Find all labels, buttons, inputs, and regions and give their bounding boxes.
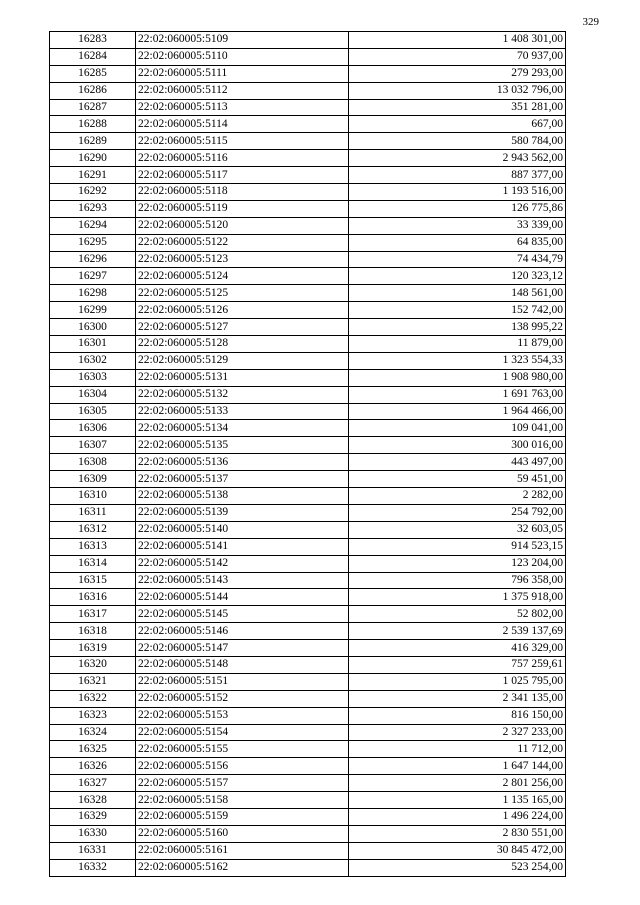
row-number-cell: 16303 [50,369,136,386]
row-number-cell: 16309 [50,471,136,488]
cadastral-number-cell: 22:02:060005:5131 [136,369,349,386]
table-row [50,150,566,167]
row-number-cell: 16284 [50,48,136,65]
cadastral-value-cell: 33 339,00 [349,217,566,234]
cadastral-number-cell: 22:02:060005:5114 [136,116,349,133]
cadastral-number-cell: 22:02:060005:5116 [136,150,349,167]
cadastral-value-cell: 2 341 135,00 [349,690,566,707]
row-number-cell: 16315 [50,572,136,589]
cadastral-number-cell: 22:02:060005:5136 [136,454,349,471]
row-number-cell: 16321 [50,673,136,690]
cadastral-number-cell: 22:02:060005:5133 [136,403,349,420]
cadastral-number-cell: 22:02:060005:5118 [136,184,349,201]
cadastral-value-cell: 126 775,86 [349,200,566,217]
cadastral-value-cell: 11 712,00 [349,741,566,758]
row-number-cell: 16327 [50,775,136,792]
table-row [50,200,566,217]
cadastral-number-cell: 22:02:060005:5158 [136,792,349,809]
row-number-cell: 16332 [50,859,136,876]
cadastral-number-cell: 22:02:060005:5144 [136,589,349,606]
table-row [50,336,566,353]
table-row [50,471,566,488]
row-number-cell: 16285 [50,65,136,82]
cadastral-value-cell: 580 784,00 [349,133,566,150]
table-row [50,555,566,572]
cadastral-value-cell: 2 327 233,00 [349,724,566,741]
row-number-cell: 16301 [50,336,136,353]
cadastral-number-cell: 22:02:060005:5153 [136,707,349,724]
cadastral-value-cell: 70 937,00 [349,48,566,65]
row-number-cell: 16319 [50,640,136,657]
row-number-cell: 16288 [50,116,136,133]
cadastral-value-cell: 64 835,00 [349,234,566,251]
cadastral-number-cell: 22:02:060005:5160 [136,825,349,842]
table-row [50,792,566,809]
table-row [50,82,566,99]
table-row [50,352,566,369]
cadastral-value-cell: 2 801 256,00 [349,775,566,792]
cadastral-value-cell: 914 523,15 [349,538,566,555]
cadastral-number-cell: 22:02:060005:5139 [136,504,349,521]
cadastral-value-table [49,31,566,877]
table-row [50,808,566,825]
table-row [50,775,566,792]
cadastral-value-cell: 2 539 137,69 [349,623,566,640]
row-number-cell: 16300 [50,319,136,336]
cadastral-number-cell: 22:02:060005:5161 [136,842,349,859]
cadastral-number-cell: 22:02:060005:5115 [136,133,349,150]
row-number-cell: 16322 [50,690,136,707]
cadastral-number-cell: 22:02:060005:5123 [136,251,349,268]
cadastral-number-cell: 22:02:060005:5134 [136,420,349,437]
table-row [50,690,566,707]
cadastral-number-cell: 22:02:060005:5125 [136,285,349,302]
table-row [50,758,566,775]
cadastral-number-cell: 22:02:060005:5156 [136,758,349,775]
cadastral-number-cell: 22:02:060005:5112 [136,82,349,99]
table-row [50,825,566,842]
cadastral-value-cell: 1 496 224,00 [349,808,566,825]
table-row [50,99,566,116]
cadastral-number-cell: 22:02:060005:5141 [136,538,349,555]
cadastral-number-cell: 22:02:060005:5152 [136,690,349,707]
row-number-cell: 16297 [50,268,136,285]
row-number-cell: 16292 [50,184,136,201]
row-number-cell: 16329 [50,808,136,825]
cadastral-number-cell: 22:02:060005:5155 [136,741,349,758]
table-row [50,302,566,319]
cadastral-value-cell: 2 282,00 [349,488,566,505]
cadastral-value-cell: 148 561,00 [349,285,566,302]
table-row [50,268,566,285]
table-row [50,184,566,201]
row-number-cell: 16293 [50,200,136,217]
cadastral-value-cell: 1 908 980,00 [349,369,566,386]
cadastral-number-cell: 22:02:060005:5113 [136,99,349,116]
row-number-cell: 16318 [50,623,136,640]
cadastral-value-cell: 443 497,00 [349,454,566,471]
table-row [50,116,566,133]
table-row [50,724,566,741]
cadastral-value-cell: 1 408 301,00 [349,32,566,49]
table-row [50,437,566,454]
table-row [50,606,566,623]
cadastral-value-cell: 138 995,22 [349,319,566,336]
cadastral-number-cell: 22:02:060005:5157 [136,775,349,792]
table-row [50,369,566,386]
cadastral-number-cell: 22:02:060005:5143 [136,572,349,589]
row-number-cell: 16311 [50,504,136,521]
row-number-cell: 16295 [50,234,136,251]
cadastral-value-cell: 1 193 516,00 [349,184,566,201]
cadastral-number-cell: 22:02:060005:5148 [136,656,349,673]
row-number-cell: 16314 [50,555,136,572]
row-number-cell: 16317 [50,606,136,623]
table-row [50,133,566,150]
cadastral-value-cell: 1 964 466,00 [349,403,566,420]
row-number-cell: 16298 [50,285,136,302]
table-row [50,488,566,505]
table-row [50,403,566,420]
table-row [50,167,566,184]
cadastral-number-cell: 22:02:060005:5126 [136,302,349,319]
table-row [50,741,566,758]
table-row [50,673,566,690]
table-row [50,285,566,302]
row-number-cell: 16299 [50,302,136,319]
cadastral-number-cell: 22:02:060005:5120 [136,217,349,234]
cadastral-value-cell: 416 329,00 [349,640,566,657]
row-number-cell: 16304 [50,386,136,403]
cadastral-value-cell: 1 135 165,00 [349,792,566,809]
cadastral-number-cell: 22:02:060005:5137 [136,471,349,488]
row-number-cell: 16308 [50,454,136,471]
table-row [50,420,566,437]
cadastral-number-cell: 22:02:060005:5162 [136,859,349,876]
table-row [50,589,566,606]
table-row [50,640,566,657]
cadastral-value-cell: 757 259,61 [349,656,566,673]
row-number-cell: 16323 [50,707,136,724]
cadastral-number-cell: 22:02:060005:5135 [136,437,349,454]
cadastral-value-cell: 1 375 918,00 [349,589,566,606]
row-number-cell: 16330 [50,825,136,842]
row-number-cell: 16287 [50,99,136,116]
cadastral-number-cell: 22:02:060005:5147 [136,640,349,657]
cadastral-value-cell: 11 879,00 [349,336,566,353]
cadastral-number-cell: 22:02:060005:5129 [136,352,349,369]
table-row [50,859,566,876]
row-number-cell: 16331 [50,842,136,859]
cadastral-value-cell: 13 032 796,00 [349,82,566,99]
cadastral-value-cell: 1 025 795,00 [349,673,566,690]
cadastral-value-cell: 152 742,00 [349,302,566,319]
cadastral-value-cell: 2 830 551,00 [349,825,566,842]
row-number-cell: 16283 [50,32,136,49]
row-number-cell: 16305 [50,403,136,420]
table-row [50,707,566,724]
table-row [50,521,566,538]
table-row [50,656,566,673]
row-number-cell: 16310 [50,488,136,505]
cadastral-number-cell: 22:02:060005:5142 [136,555,349,572]
cadastral-number-cell: 22:02:060005:5110 [136,48,349,65]
cadastral-value-cell: 59 451,00 [349,471,566,488]
cadastral-number-cell: 22:02:060005:5119 [136,200,349,217]
row-number-cell: 16290 [50,150,136,167]
cadastral-value-cell: 816 150,00 [349,707,566,724]
cadastral-number-cell: 22:02:060005:5124 [136,268,349,285]
cadastral-number-cell: 22:02:060005:5159 [136,808,349,825]
table-row [50,572,566,589]
cadastral-value-cell: 120 323,12 [349,268,566,285]
cadastral-number-cell: 22:02:060005:5146 [136,623,349,640]
row-number-cell: 16291 [50,167,136,184]
cadastral-number-cell: 22:02:060005:5145 [136,606,349,623]
table-row [50,842,566,859]
row-number-cell: 16326 [50,758,136,775]
cadastral-number-cell: 22:02:060005:5117 [136,167,349,184]
row-number-cell: 16296 [50,251,136,268]
cadastral-value-cell: 667,00 [349,116,566,133]
row-number-cell: 16289 [50,133,136,150]
cadastral-value-cell: 279 293,00 [349,65,566,82]
row-number-cell: 16307 [50,437,136,454]
cadastral-number-cell: 22:02:060005:5111 [136,65,349,82]
row-number-cell: 16328 [50,792,136,809]
table-body [50,32,566,877]
row-number-cell: 16313 [50,538,136,555]
cadastral-number-cell: 22:02:060005:5138 [136,488,349,505]
cadastral-value-cell: 32 603,05 [349,521,566,538]
table-row [50,251,566,268]
row-number-cell: 16312 [50,521,136,538]
cadastral-value-cell: 254 792,00 [349,504,566,521]
cadastral-number-cell: 22:02:060005:5122 [136,234,349,251]
row-number-cell: 16294 [50,217,136,234]
cadastral-value-cell: 887 377,00 [349,167,566,184]
table-row [50,538,566,555]
cadastral-value-cell: 123 204,00 [349,555,566,572]
cadastral-value-cell: 351 281,00 [349,99,566,116]
cadastral-value-cell: 1 323 554,33 [349,352,566,369]
row-number-cell: 16316 [50,589,136,606]
cadastral-value-cell: 52 802,00 [349,606,566,623]
cadastral-number-cell: 22:02:060005:5151 [136,673,349,690]
table-row [50,48,566,65]
cadastral-number-cell: 22:02:060005:5154 [136,724,349,741]
cadastral-value-cell: 300 016,00 [349,437,566,454]
cadastral-value-cell: 796 358,00 [349,572,566,589]
cadastral-value-cell: 109 041,00 [349,420,566,437]
cadastral-number-cell: 22:02:060005:5127 [136,319,349,336]
row-number-cell: 16302 [50,352,136,369]
cadastral-number-cell: 22:02:060005:5132 [136,386,349,403]
cadastral-value-cell: 30 845 472,00 [349,842,566,859]
row-number-cell: 16286 [50,82,136,99]
row-number-cell: 16325 [50,741,136,758]
table-row [50,319,566,336]
page-number: 329 [582,16,599,28]
table-row [50,386,566,403]
cadastral-value-cell: 74 434,79 [349,251,566,268]
table-row [50,217,566,234]
cadastral-number-cell: 22:02:060005:5140 [136,521,349,538]
table-row [50,234,566,251]
table-row [50,32,566,49]
cadastral-value-cell: 1 647 144,00 [349,758,566,775]
cadastral-value-cell: 1 691 763,00 [349,386,566,403]
cadastral-value-cell: 523 254,00 [349,859,566,876]
table-row [50,454,566,471]
cadastral-number-cell: 22:02:060005:5128 [136,336,349,353]
cadastral-number-cell: 22:02:060005:5109 [136,32,349,49]
row-number-cell: 16324 [50,724,136,741]
row-number-cell: 16306 [50,420,136,437]
row-number-cell: 16320 [50,656,136,673]
table-row [50,504,566,521]
cadastral-value-cell: 2 943 562,00 [349,150,566,167]
table-row [50,65,566,82]
table-row [50,623,566,640]
